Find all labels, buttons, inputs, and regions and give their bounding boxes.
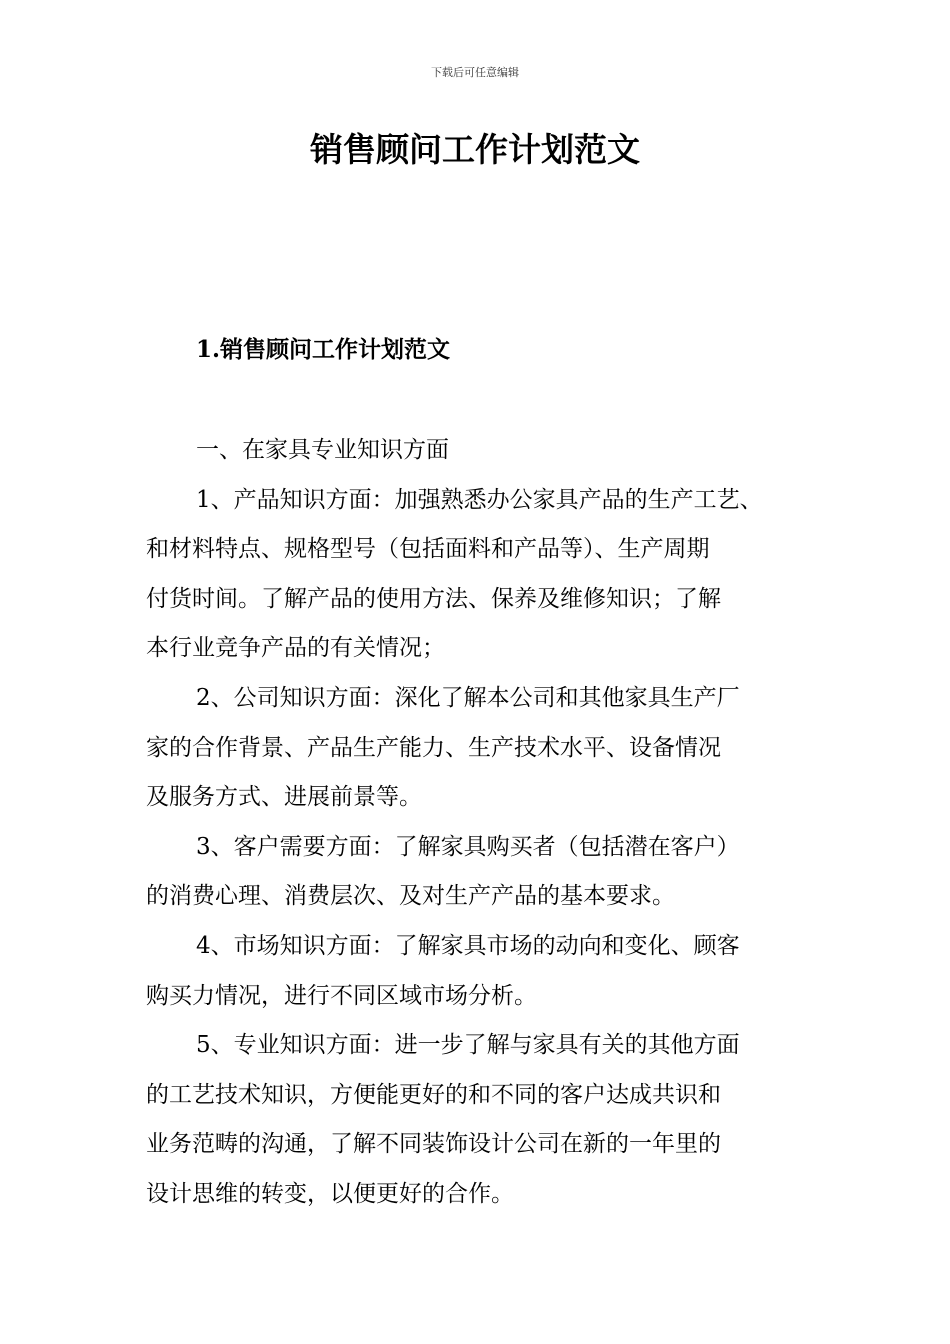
- document-title: 销售顾问工作计划范文: [310, 130, 640, 169]
- text-line: 和材料特点、规格型号（包括面料和产品等）、生产周期: [146, 536, 710, 563]
- section-title: 1.销售顾问工作计划范文: [196, 336, 451, 363]
- text-line: 付货时间。了解产品的使用方法、保养及维修知识；了解: [146, 585, 721, 612]
- text-line: 3、客户需要方面：了解家具购买者（包括潜在客户）: [196, 833, 740, 860]
- text-line: 购买力情况，进行不同区域市场分析。: [146, 982, 537, 1009]
- text-line: 及服务方式、进展前景等。: [146, 784, 422, 811]
- text-line: 5、专业知识方面：进一步了解与家具有关的其他方面: [196, 1032, 740, 1059]
- text-line: 设计思维的转变，以便更好的合作。: [146, 1180, 514, 1207]
- text-line: 2、公司知识方面：深化了解本公司和其他家具生产厂: [196, 684, 740, 711]
- header-note: 下载后可任意编辑: [431, 66, 519, 79]
- text-line: 一、在家具专业知识方面: [196, 437, 449, 463]
- text-line: 的工艺技术知识，方便能更好的和不同的客户达成共识和: [146, 1081, 721, 1108]
- body-text: [146, 426, 816, 1220]
- text-line: 家的合作背景、产品生产能力、生产技术水平、设备情况: [146, 734, 721, 761]
- text-line: 业务范畴的沟通，了解不同装饰设计公司在新的一年里的: [146, 1131, 721, 1158]
- text-line: 本行业竞争产品的有关情况；: [146, 635, 445, 662]
- text-line: 1、产品知识方面：加强熟悉办公家具产品的生产工艺、: [196, 486, 763, 513]
- text-line: 4、市场知识方面：了解家具市场的动向和变化、顾客: [196, 932, 740, 959]
- text-line: 的消费心理、消费层次、及对生产产品的基本要求。: [146, 883, 675, 910]
